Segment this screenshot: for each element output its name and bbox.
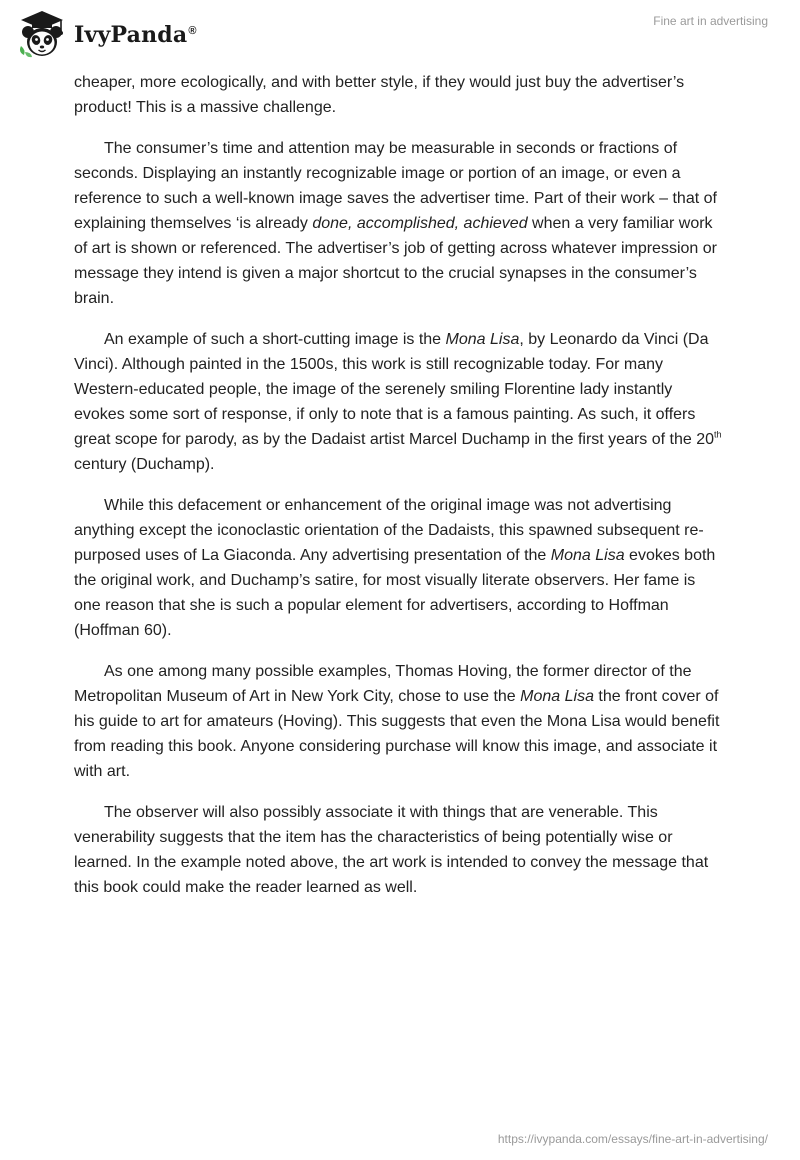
emphasis-text: Mona Lisa <box>550 547 625 564</box>
panda-logo-icon <box>16 8 68 60</box>
paragraph: As one among many possible examples, Thomas Hoving, the former director of the Metropolitan Museum of Art in New York City, chose to use the Mona Lisa the front cover of his guide to art for amateurs (Hoving). This suggests that even the Mona Lisa would benefit from reading this book. Anyone considering purchase will know this image, and associate it with art. <box>74 663 720 780</box>
paragraph: While this defacement or enhancement of the original image was not advertising anything except the iconoclastic orientation of the Dadaists, this spawned subsequent re-purposed uses of La Giaconda. Any advertising presentation of the Mona Lisa evokes both the original work, and Duchamp’s satire, for most visually literate observers. Her fame is one reason that she is such a popular element for advertisers, according to Hoffman (Hoffman 60). <box>74 497 716 639</box>
ivypanda-logo[interactable] <box>16 8 197 60</box>
essay-body <box>74 70 726 916</box>
emphasis-text: Mona Lisa <box>445 331 520 348</box>
paragraph: An example of such a short-cutting image is the Mona Lisa, by Leonardo da Vinci (Da Vinci). Although painted in the 1500s, this work is still recognizable today. For many Western-educated people, the image of the serenely smiling Florentine lady instantly evokes some sort of response, if only to note that is a famous painting. As such, it offers great scope for parody, as by the Dadaist artist Marcel Duchamp in the first years of the 20th century (Duchamp). <box>74 331 722 473</box>
brand-name: IvyPanda® <box>74 22 197 48</box>
emphasis-text: Mona Lisa <box>520 688 594 705</box>
emphasis-text: done, accomplished, achieved <box>312 215 528 232</box>
source-url-link[interactable]: https://ivypanda.com/essays/fine-art-in-advertising/ <box>497 1132 768 1146</box>
paragraph: The consumer’s time and attention may be measurable in seconds or fractions of seconds. Displaying an instantly recognizable image or portion of an image, or even a reference to such a well-known image saves the advertiser time. Part of their work – that of explaining themselves ‘is already done, accomplished, achieved when a very familiar work of art is shown or referenced. The advertiser’s job of getting across whatever impression or message they intend is given a major shortcut to the crucial synapses in the consumer’s brain. <box>74 140 717 307</box>
registered-mark: ® <box>188 24 197 37</box>
paragraph: The observer will also possibly associate it with things that are venerable. This venerability suggests that the item has the characteristics of being potentially wise or learned. In the example noted above, the art work is intended to convey the message that this book could make the reader learned as well. <box>74 804 709 896</box>
page-header <box>0 0 800 70</box>
document-title: Fine art in advertising <box>653 14 768 28</box>
ordinal-superscript: th <box>714 429 722 440</box>
paragraph-continuation: cheaper, more ecologically, and with better style, if they would just buy the advertiser’s product! This is a massive challenge. <box>74 74 685 116</box>
